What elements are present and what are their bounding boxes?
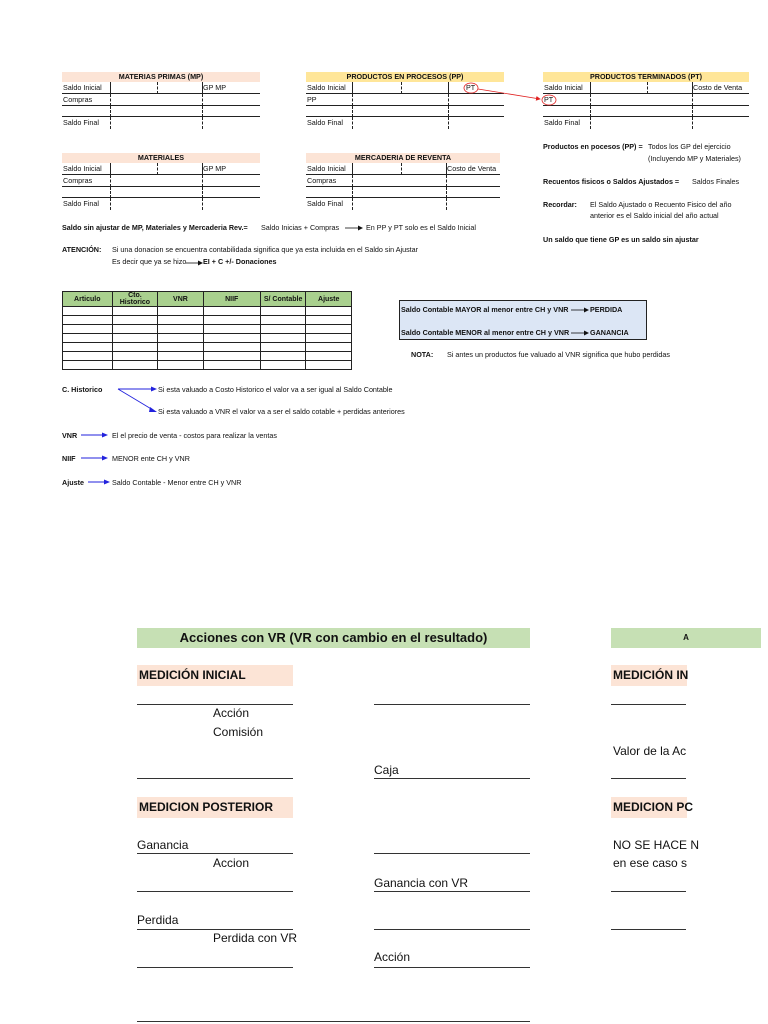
box-result1: PERDIDA bbox=[590, 305, 623, 314]
gp-note: Un saldo que tiene GP es un saldo sin ajustar bbox=[543, 235, 699, 244]
recordar-label: Recordar: bbox=[543, 200, 577, 209]
atencion-formula: EI + C +/- Donaciones bbox=[203, 257, 277, 266]
table-row bbox=[63, 307, 352, 316]
nota-label: NOTA: bbox=[411, 350, 434, 359]
ajuste-arrow-icon bbox=[87, 477, 113, 487]
row-label: Saldo Inicial bbox=[63, 83, 102, 92]
row-label: Saldo Final bbox=[307, 118, 343, 127]
atencion-arrow-icon bbox=[185, 257, 205, 267]
section-title: Acciones con VR (VR con cambio en el resultado) bbox=[137, 628, 530, 648]
section-title-2: A bbox=[611, 628, 761, 648]
caja-text: Caja bbox=[374, 763, 399, 777]
table-row bbox=[63, 325, 352, 334]
ch-arrows-icon bbox=[115, 382, 160, 418]
table-row bbox=[63, 334, 352, 343]
table-row bbox=[63, 361, 352, 370]
ganancia-text: Ganancia bbox=[137, 838, 189, 852]
row-label-right: Costo de Venta bbox=[447, 164, 497, 173]
box-arrow1-icon bbox=[571, 305, 591, 315]
no-se-hace-text: NO SE HACE N bbox=[613, 838, 700, 852]
row-label: Saldo Inicial bbox=[307, 164, 346, 173]
account-mercaderia-reventa bbox=[306, 153, 500, 209]
valuation-table bbox=[62, 291, 352, 370]
account-materiales bbox=[62, 153, 260, 209]
account-title: MERCADERIA DE REVENTA bbox=[306, 153, 500, 163]
niif-arrow-icon bbox=[80, 453, 110, 463]
accion3-text: Acción bbox=[374, 950, 411, 964]
accion2-text: Accion bbox=[213, 856, 250, 870]
row-label: Saldo Final bbox=[63, 118, 99, 127]
account-title: MATERIALES bbox=[62, 153, 260, 163]
perdida-text: Perdida bbox=[137, 913, 179, 927]
account-title: MATERIAS PRIMAS (MP) bbox=[62, 72, 260, 82]
ch-text1: Si esta valuado a Costo Historico el valor va a ser igual al Saldo Contable bbox=[158, 385, 393, 394]
atencion-text2: Es decir que ya se hizo bbox=[112, 257, 187, 266]
recordar-text1: El Saldo Ajustado o Recuento Fisico del año bbox=[590, 200, 732, 209]
row-label: Saldo Final bbox=[544, 118, 580, 127]
vnr-arrow-icon bbox=[80, 430, 110, 440]
medicion-posterior-header-2: MEDICION PC bbox=[611, 797, 687, 818]
pt-transfer-arrow bbox=[0, 0, 768, 140]
atencion-text1: Si una donacion se encuentra contabilidada significa que ya esta incluida en el Saldo sin Ajustar bbox=[112, 245, 419, 254]
table-row bbox=[63, 352, 352, 361]
table-row bbox=[63, 316, 352, 325]
table-row bbox=[63, 343, 352, 352]
ajuste-text: Saldo Contable - Menor entre CH y VNR bbox=[112, 478, 242, 487]
ajuste-label: Ajuste bbox=[62, 478, 84, 487]
box-arrow2-icon bbox=[571, 328, 591, 338]
recordar-text2: anterior es el Saldo inicial del año actual bbox=[590, 211, 719, 220]
row-label: Compras bbox=[307, 176, 337, 185]
row-label-right: Costo de Venta bbox=[693, 83, 743, 92]
recuentos-text: Saldos Finales bbox=[692, 177, 740, 186]
recuentos-label: Recuentos fisicos o Saldos Ajustados = bbox=[543, 177, 680, 186]
comparison-box bbox=[399, 300, 647, 340]
col-cto-historico: Cto. Historico bbox=[112, 292, 158, 307]
medicion-inicial-header: MEDICIÓN INICIAL bbox=[137, 665, 293, 686]
row-label: Saldo Final bbox=[307, 199, 343, 208]
atencion-label: ATENCIÓN: bbox=[62, 245, 102, 254]
saldo-arrow-icon bbox=[344, 223, 364, 233]
row-label: Compras bbox=[63, 95, 93, 104]
box-result2: GANANCIA bbox=[590, 328, 629, 337]
row-label-right: GP MP bbox=[203, 164, 227, 173]
pp-note-label: Productos en pocesos (PP) = bbox=[543, 142, 643, 151]
niif-text: MENOR ente CH y VNR bbox=[112, 454, 190, 463]
box-line1: Saldo Contable MAYOR al menor entre CH y VNR bbox=[401, 305, 569, 314]
row-label: Saldo Final bbox=[63, 199, 99, 208]
valor-accion-text: Valor de la Ac bbox=[613, 744, 687, 758]
pp-note-text2: (Incluyendo MP y Materiales) bbox=[648, 154, 741, 163]
col-vnr: VNR bbox=[158, 292, 203, 307]
pt-mark: PT bbox=[466, 83, 476, 92]
niif-label: NIIF bbox=[62, 454, 76, 463]
saldo-arrow-text: En PP y PT solo es el Saldo Inicial bbox=[366, 223, 477, 232]
vnr-label: VNR bbox=[62, 431, 78, 440]
row-label: Compras bbox=[63, 176, 93, 185]
nota-text: Si antes un productos fue valuado al VNR significa que hubo perdidas bbox=[447, 350, 670, 359]
row-label: Saldo Inicial bbox=[63, 164, 102, 173]
account-title: PRODUCTOS TERMINADOS (PT) bbox=[543, 72, 749, 82]
comision-text: Comisión bbox=[213, 725, 264, 739]
saldo-label: Saldo sin ajustar de MP, Materiales y Mercaderia Rev.= bbox=[62, 223, 248, 232]
saldo-text: Saldo Inicias + Compras bbox=[261, 223, 340, 232]
pp-note-text1: Todos los GP del ejercicio bbox=[648, 142, 731, 151]
row-label-right: GP MP bbox=[203, 83, 227, 92]
row-label: Saldo Inicial bbox=[544, 83, 583, 92]
ganancia-vr-text: Ganancia con VR bbox=[374, 876, 469, 890]
ch-text2: Si esta valuado a VNR el valor va a ser el saldo cotable + perdidas anteriores bbox=[158, 407, 405, 416]
account-title: PRODUCTOS EN PROCESOS (PP) bbox=[306, 72, 504, 82]
accion-text: Acción bbox=[213, 706, 250, 720]
vnr-text: El el precio de venta - costos para realizar la ventas bbox=[112, 431, 277, 440]
medicion-posterior-header: MEDICION POSTERIOR bbox=[137, 797, 293, 818]
box-line2: Saldo Contable MENOR al menor entre CH y VNR bbox=[401, 328, 570, 337]
ch-label: C. Historico bbox=[62, 385, 103, 394]
col-niif: NIIF bbox=[203, 292, 260, 307]
col-articulo: Articulo bbox=[63, 292, 113, 307]
col-s-contable: S/ Contable bbox=[260, 292, 306, 307]
row-label: PP bbox=[307, 95, 317, 104]
en-ese-caso-text: en ese caso s bbox=[613, 856, 688, 870]
perdida-vr-text: Perdida con VR bbox=[213, 931, 298, 945]
medicion-inicial-header-2: MEDICIÓN IN bbox=[611, 665, 687, 686]
row-label: Saldo Inicial bbox=[307, 83, 346, 92]
col-ajuste: Ajuste bbox=[306, 292, 352, 307]
row-label: PT bbox=[544, 95, 554, 104]
